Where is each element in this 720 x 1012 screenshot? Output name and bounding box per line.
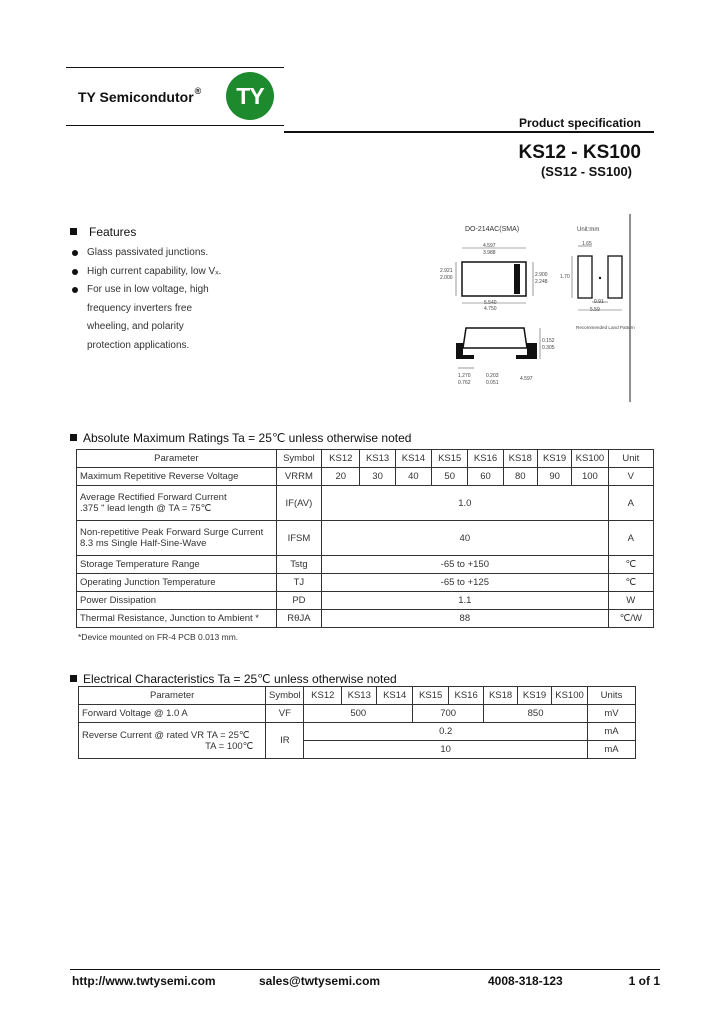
page-subtitle: (SS12 - SS100) [540,164,632,179]
dim-label: 1.65 [582,241,592,247]
value-cell: 80 [503,468,537,486]
dim-label: 2.248 [535,279,548,285]
dim-label: 0.762 [458,380,471,386]
value-cell: 40 [395,468,431,486]
header-top-rule [66,67,284,68]
unit-cell: ℃ [608,556,653,574]
footer-phone: 4008-318-123 [488,974,563,988]
unit-cell: A [608,521,653,556]
table-row [77,574,654,592]
column-header: KS13 [360,450,395,468]
param-cell: Average Rectified Forward Current .375 " lead length @ TA = 75℃ [77,486,277,521]
value-cell: 1.0 [322,486,608,521]
land-caption: Recommended Land Pattern [576,325,635,330]
package-name: DO-214AC(SMA) [465,226,520,233]
column-header: KS100 [552,687,588,705]
value-cell: 60 [468,468,503,486]
symbol-cell: Tstg [276,556,321,574]
dim-label: 0.91 [594,299,604,305]
column-header: KS15 [413,687,449,705]
dim-label: 4.750 [484,306,497,312]
feature-item: Glass passivated junctions. [70,244,221,263]
feature-item: High current capability, low Vₓ. [70,263,221,282]
value-cell: 20 [322,468,360,486]
column-header: Parameter [79,687,266,705]
column-header: KS19 [537,450,571,468]
dim-label: 4.597 [520,376,533,382]
unit-cell: V [608,468,653,486]
column-header: KS15 [432,450,468,468]
param-cell: Operating Junction Temperature [77,574,277,592]
unit-cell: A [608,486,653,521]
footer-page: 1 of 1 [628,974,660,988]
dim-label: 0.051 [486,380,499,386]
symbol-cell: TJ [276,574,321,592]
features-heading: Features [70,225,136,239]
header-bottom-rule [66,125,284,126]
feature-item: For use in low voltage, high [70,281,221,300]
footer-rule [70,969,660,970]
value-cell: 700 [413,705,484,723]
column-header: KS14 [377,687,413,705]
table-row [77,521,654,556]
header-divider [284,131,654,133]
land-pattern [560,241,635,330]
dim-label: 2.900 [535,272,548,278]
value-cell: 500 [304,705,413,723]
unit-cell: mA [588,723,636,741]
value-cell: 100 [572,468,608,486]
dim-label: 1.70 [560,274,570,280]
column-header: KS19 [518,687,552,705]
feature-item: protection applications. [87,339,190,351]
package-drawing [436,212,636,404]
param-cell: Power Dissipation [77,592,277,610]
param-cell: Thermal Resistance, Junction to Ambient * [77,610,277,628]
table-row [77,556,654,574]
dim-label: 2.921 [440,268,453,274]
table-row [77,486,654,521]
page-title: KS12 - KS100 [518,142,641,163]
column-header: KS16 [449,687,484,705]
table-row [77,610,654,628]
symbol-cell: VRRM [276,468,321,486]
column-header: KS12 [322,450,360,468]
column-header: KS18 [484,687,518,705]
abs-max-table [76,449,654,628]
table-row [79,723,636,741]
unit-cell: mV [588,705,636,723]
elec-table [78,686,636,759]
column-header: KS18 [503,450,537,468]
table-row [79,705,636,723]
table-row [77,468,654,486]
column-header: KS100 [572,450,608,468]
value-cell: 10 [304,741,588,759]
value-cell: 850 [484,705,588,723]
dim-label: 4.597 [483,243,496,249]
symbol-cell: IFSM [276,521,321,556]
column-header: Unit [608,450,653,468]
column-header: Units [588,687,636,705]
company-name: TY Semicondutor® [78,86,202,105]
column-header: KS16 [468,450,503,468]
dim-label: 0.152 [542,338,555,344]
symbol-cell: RθJA [276,610,321,628]
param-cell: Maximum Repetitive Reverse Voltage [77,468,277,486]
square-bullet-icon [70,434,77,441]
dim-label: 0.305 [542,345,555,351]
elec-heading: Electrical Characteristics Ta = 25℃ unless otherwise noted [70,672,397,686]
square-bullet-icon [70,675,77,682]
column-header: KS13 [342,687,377,705]
param-cell: Storage Temperature Range [77,556,277,574]
value-cell: 30 [360,468,395,486]
feature-item: frequency inverters free [87,302,193,314]
dim-label: 2.000 [440,275,453,281]
abs-max-heading: Absolute Maximum Ratings Ta = 25℃ unless otherwise noted [70,431,411,445]
unit-cell: mA [588,741,636,759]
column-header: KS14 [395,450,431,468]
column-header: Symbol [266,687,304,705]
symbol-cell: PD [276,592,321,610]
top-view [440,243,548,312]
value-cell: 1.1 [322,592,608,610]
table-header-row [77,450,654,468]
dim-label: 1.270 [458,373,471,379]
column-header: Symbol [276,450,321,468]
dim-label: 5.540 [484,300,497,306]
company-logo: TY [226,72,274,120]
features-list [70,244,221,355]
column-header: KS12 [304,687,342,705]
doc-type: Product specification [518,116,641,130]
unit-cell: W [608,592,653,610]
param-cell: Reverse Current @ rated VR TA = 25℃ TA = 100℃ [79,723,266,759]
value-cell: -65 to +150 [322,556,608,574]
param-cell: Non-repetitive Peak Forward Surge Current 8.3 ms Single Half-Sine-Wave [77,521,277,556]
symbol-cell: IR [266,723,304,759]
table-row [77,592,654,610]
unit-label: Unit:mm [577,227,600,233]
table-header-row [79,687,636,705]
unit-cell: ℃/W [608,610,653,628]
registered-mark: ® [194,86,202,96]
dim-label: 3.988 [483,250,496,256]
param-cell: Forward Voltage @ 1.0 A [79,705,266,723]
value-cell: 0.2 [304,723,588,741]
column-header: Parameter [77,450,277,468]
dim-label: 0.203 [486,373,499,379]
value-cell: -65 to +125 [322,574,608,592]
footer-email[interactable]: sales@twtysemi.com [259,974,381,988]
unit-cell: ℃ [608,574,653,592]
feature-item: wheeling, and polarity [87,321,184,332]
dim-label: 5.59 [590,307,600,313]
symbol-cell: VF [266,705,304,723]
symbol-cell: IF(AV) [276,486,321,521]
value-cell: 88 [322,610,608,628]
value-cell: 40 [322,521,608,556]
square-bullet-icon [70,228,77,235]
side-view [456,328,555,386]
value-cell: 50 [432,468,468,486]
table-footnote: *Device mounted on FR-4 PCB 0.013 mm. [78,632,239,642]
value-cell: 90 [537,468,571,486]
footer-website[interactable]: http://www.twtysemi.com [72,974,216,988]
